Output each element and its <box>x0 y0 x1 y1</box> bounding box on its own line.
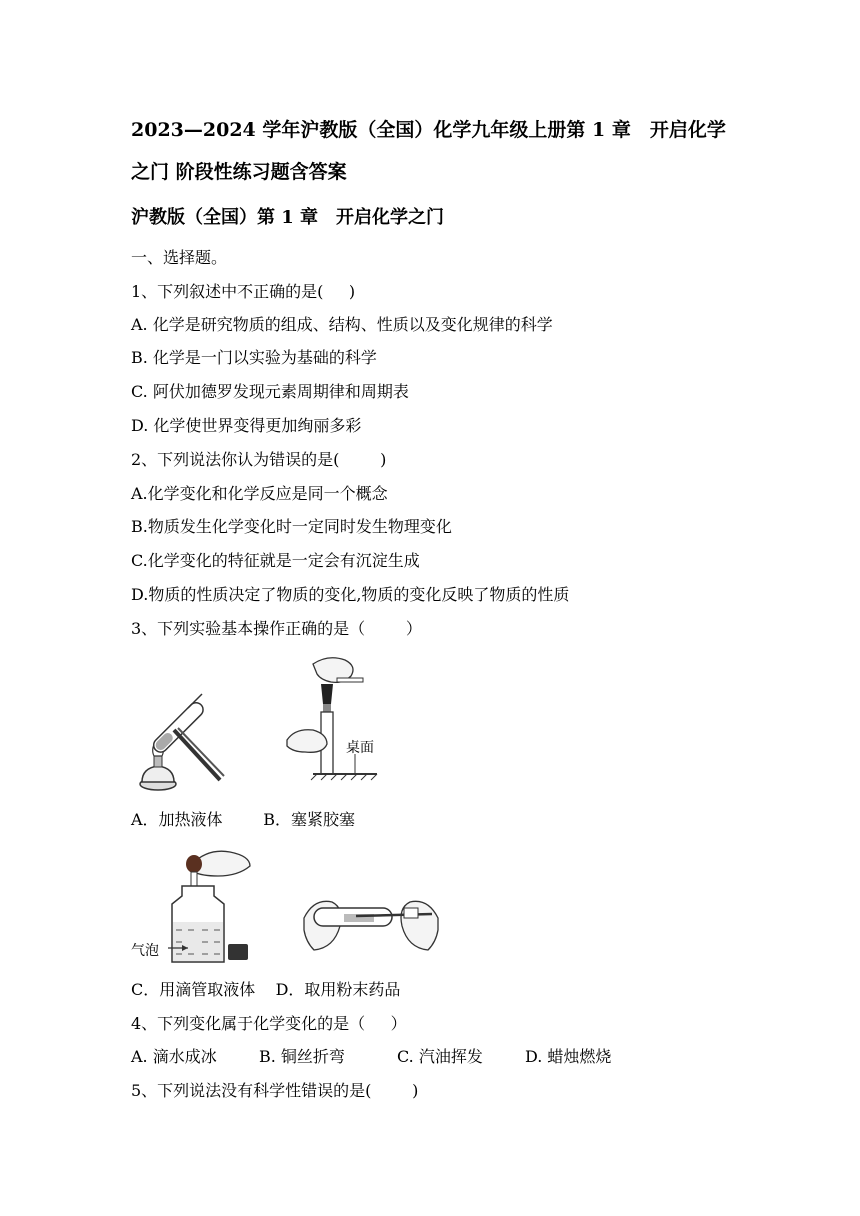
question-5-stem: 5、下列说法没有科学性错误的是( ) <box>131 1081 419 1100</box>
question-2-option-a: A.化学变化和化学反应是同一个概念 <box>131 484 388 503</box>
document-title-line-2: 之门 阶段性练习题含答案 <box>131 161 347 183</box>
question-4-option-a: A. 滴水成冰 <box>131 1047 217 1066</box>
question-4-option-c: C. 汽油挥发 <box>397 1047 483 1066</box>
section-heading: 一、选择题。 <box>131 248 228 267</box>
figure-stopper <box>283 654 383 784</box>
question-4-stem: 4、下列变化属于化学变化的是（ ） <box>131 1014 407 1033</box>
question-2-option-d: D.物质的性质决定了物质的变化,物质的变化反映了物质的性质 <box>131 585 570 604</box>
question-1-option-b: B. 化学是一门以实验为基础的科学 <box>131 348 377 367</box>
question-2-stem: 2、下列说法你认为错误的是( ) <box>131 450 387 469</box>
question-2-option-c: C.化学变化的特征就是一定会有沉淀生成 <box>131 551 420 570</box>
question-1-option-d: D. 化学使世界变得更加绚丽多彩 <box>131 416 362 435</box>
bubble-label: 气泡 <box>131 943 159 959</box>
figure-heating-liquid <box>132 688 232 800</box>
chapter-subtitle: 沪教版（全国）第 1 章 开启化学之门 <box>131 207 445 228</box>
document-title-line-1: 2023—2024 学年沪教版（全国）化学九年级上册第 1 章 开启化学 <box>131 119 726 141</box>
question-1-option-c: C. 阿伏加德罗发现元素周期律和周期表 <box>131 382 409 401</box>
question-1-stem: 1、下列叙述中不正确的是( ) <box>131 282 356 301</box>
desk-label: 桌面 <box>346 740 374 756</box>
question-3-stem: 3、下列实验基本操作正确的是（ ） <box>131 619 422 638</box>
figure-dropper-bottle <box>168 846 278 966</box>
question-4-option-b: B. 铜丝折弯 <box>259 1047 345 1066</box>
question-4-option-d: D. 蜡烛燃烧 <box>525 1047 612 1066</box>
question-2-option-b: B.物质发生化学变化时一定同时发生物理变化 <box>131 517 452 536</box>
question-3-options-row-1: A．加热液体 B．塞紧胶塞 <box>131 810 356 829</box>
question-1-option-a: A. 化学是研究物质的组成、结构、性质以及变化规律的科学 <box>131 315 553 334</box>
figure-powder-test-tube <box>300 878 442 970</box>
question-3-options-row-2: C．用滴管取液体 D．取用粉末药品 <box>131 980 401 999</box>
